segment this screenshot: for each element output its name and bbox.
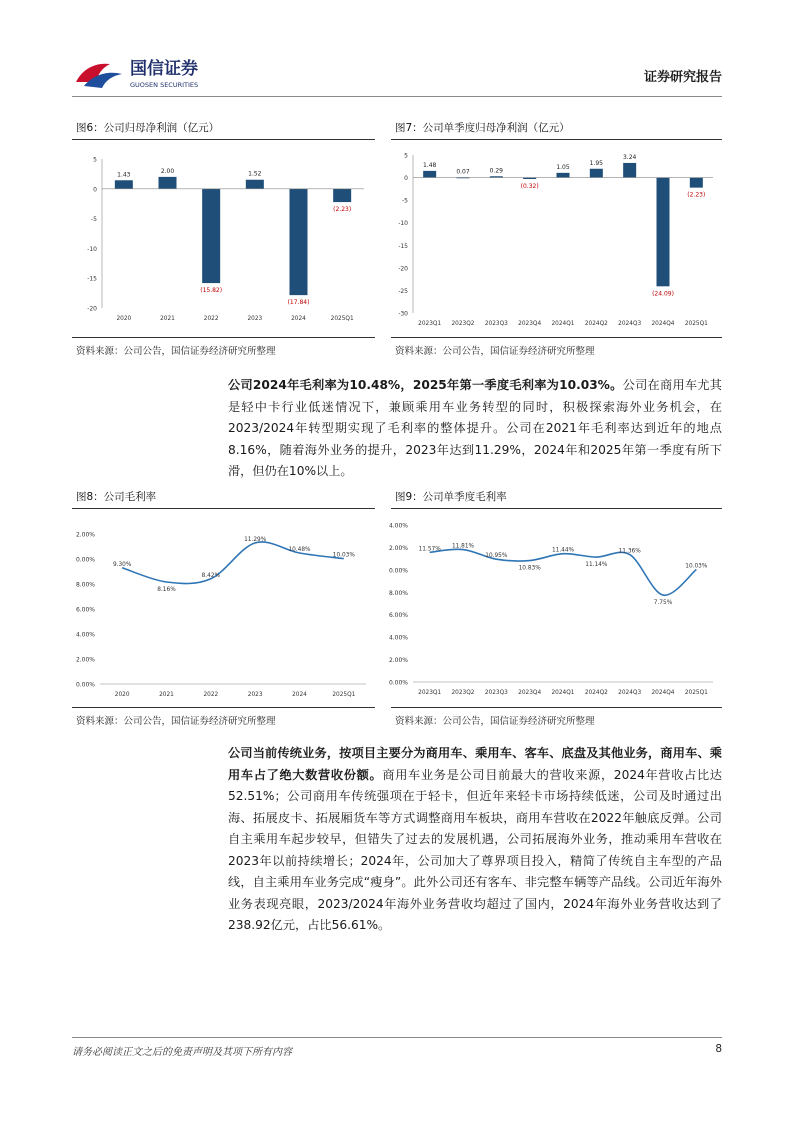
page-header: [72, 52, 722, 94]
fig6-xtick: 2020: [116, 316, 132, 322]
fig6-bar: [159, 177, 177, 189]
fig8-bottom-rule: [72, 707, 375, 708]
fig7-rule: [391, 139, 722, 140]
fig7-ytick: -15: [398, 242, 408, 250]
fig7-bar: [690, 178, 703, 188]
paragraph-business-segments: [228, 743, 722, 937]
fig7-xtick: 2024Q2: [584, 321, 608, 327]
fig7-xtick: 2023Q4: [518, 321, 542, 327]
fig8-series-line: [122, 542, 344, 584]
fig9-ytick: 2.00%: [388, 544, 408, 552]
fig9-bottom-rule: [391, 707, 722, 708]
fig9-data-label: 10.03%: [685, 563, 708, 570]
fig6-bar: [246, 180, 264, 189]
fig9-xtick: 2024Q2: [584, 690, 608, 696]
fig7-bar: [590, 169, 603, 178]
fig6-data-label: (15.82): [200, 287, 223, 295]
fig6-data-label: (2.23): [333, 206, 352, 214]
fig7-ytick: 0: [404, 175, 408, 183]
fig7-ytick: -30: [398, 310, 408, 318]
fig6-bar: [115, 180, 133, 189]
fig8-ytick: 2.00%: [75, 656, 95, 664]
paragraph-gross-margin: [228, 375, 722, 483]
fig7-ytick: -20: [398, 265, 408, 273]
fig6-data-label: 1.52: [248, 170, 262, 178]
fig8-xtick: 2025Q1: [332, 692, 356, 698]
footer-divider: [72, 1037, 722, 1038]
fig6-data-label: (17.84): [287, 299, 310, 307]
fig8-data-label: 8.42%: [201, 572, 221, 579]
fig7-data-label: 1.05: [556, 163, 570, 171]
fig9-chart: [388, 515, 722, 702]
fig6-ytick: -15: [87, 275, 97, 283]
fig6-source: 资料来源：公司公告，国信证券经济研究所整理: [76, 346, 276, 357]
fig9-ytick: 0.00%: [388, 679, 408, 687]
fig8-xtick: 2023: [247, 692, 263, 698]
fig7-source: 资料来源：公司公告，国信证券经济研究所整理: [395, 346, 595, 357]
fig8-chart: [72, 520, 375, 700]
fig7-xtick: 2023Q1: [418, 321, 442, 327]
fig6-bar: [290, 189, 308, 295]
fig8-data-label: 11.29%: [244, 536, 267, 543]
report-type: 证券研究报告: [643, 70, 722, 85]
fig6-rule: [72, 139, 375, 140]
fig9-xtick: 2023Q2: [451, 690, 475, 696]
fig6-ytick: -5: [91, 216, 97, 224]
fig8-xtick: 2024: [292, 692, 307, 698]
fig8-ytick: 4.00%: [75, 631, 95, 639]
fig8-data-label: 9.30%: [112, 561, 132, 568]
paragraph-business-segments-lead: 公司当前传统业务，按项目主要分为商用车、乘用车、客车、底盘及其他业务，商用车、乘用车占了绝大数营收份额。: [228, 746, 722, 782]
fig6-bar: [202, 189, 220, 283]
fig7-xtick: 2025Q1: [684, 321, 708, 327]
fig9-data-label: 11.14%: [585, 562, 608, 569]
fig7-xtick: 2023Q2: [451, 321, 475, 327]
fig7-data-label: 0.29: [489, 167, 504, 175]
fig6-ytick: 0: [93, 186, 97, 194]
footer-disclaimer: 请务必阅读正文之后的免责声明及其项下所有内容: [72, 1047, 292, 1058]
fig7-bar: [657, 178, 670, 287]
paragraph-gross-margin-lead: 公司2024年毛利率为10.48%，2025年第一季度毛利率为10.03%。: [228, 378, 623, 392]
fig8-data-label: 8.16%: [157, 587, 176, 593]
fig7-chart: [391, 145, 722, 330]
fig7-ytick: 5: [404, 152, 408, 160]
fig8-title: 图8：公司毛利率: [76, 491, 157, 503]
fig9-source: 资料来源：公司公告，国信证券经济研究所整理: [395, 716, 595, 727]
fig7-bar: [423, 171, 436, 178]
fig9-data-label: 10.95%: [485, 553, 508, 560]
fig7-data-label: (24.09): [652, 290, 674, 298]
fig7-xtick: 2024Q4: [651, 321, 675, 327]
fig9-data-label: 11.44%: [551, 547, 575, 554]
fig9-xtick: 2024Q4: [651, 690, 675, 696]
fig9-data-label: 7.75%: [653, 600, 673, 607]
fig6-ytick: -20: [87, 305, 97, 313]
fig9-ytick: 2.00%: [388, 657, 408, 665]
fig9-title: 图9：公司单季度毛利率: [395, 491, 507, 503]
fig9-data-label: 11.57%: [418, 546, 441, 553]
fig7-xtick: 2024Q3: [618, 321, 642, 327]
fig6-data-label: 1.43: [117, 171, 131, 179]
fig7-data-label: 3.24: [622, 153, 637, 161]
fig9-data-label: 11.36%: [618, 548, 641, 555]
fig9-xtick: 2023Q4: [518, 690, 542, 696]
fig9-xtick: 2025Q1: [684, 690, 708, 696]
fig9-ytick: 4.00%: [388, 634, 408, 642]
fig6-chart: [72, 145, 375, 325]
fig9-ytick: 8.00%: [388, 589, 408, 597]
logo-cn-text: 国信证券: [130, 59, 198, 79]
fig7-data-label: 0.07: [456, 168, 470, 176]
fig7-data-label: 1.48: [422, 161, 437, 169]
fig9-ytick: 6.00%: [388, 612, 408, 620]
fig7-ytick: -5: [402, 197, 408, 205]
header-divider: [72, 96, 722, 97]
fig6-data-label: 2.00: [160, 167, 175, 175]
fig6-title: 图6：公司归母净利润（亿元）: [76, 122, 220, 134]
fig6-ytick: 5: [93, 156, 97, 164]
fig6-xtick: 2022: [203, 316, 219, 322]
paragraph-business-segments-body: 商用车业务是公司目前最大的营收来源，2024年营收占比达52.51%；公司商用车传统强项在于轻卡，但近年来轻卡市场持续低迷，公司及时通过出海、拓展皮卡、拓展厢货车等方式调整商用车板块，商用车营收在2022年触底反弹。公司自主乘用车起步较早，但错失了过去的发展机遇，公司拓展海外业务，推动乘用车营收在2023年以前持续增长；2024年，公司加大了尊界项目投入，精简了传统自主车型的产品线，自主乘用车业务完成“瘦身”。此外公司还有客车、非完整车辆等产品线。公司近年海外业务表现亮眼，2023/2024年海外业务营收均超过了国内，2024年海外业务营收达到了238.92亿元，占比56.61%。: [228, 767, 722, 932]
fig9-data-label: 10.83%: [518, 565, 541, 572]
fig7-data-label: 1.95: [589, 159, 604, 167]
fig6-xtick: 2025Q1: [330, 316, 354, 322]
fig6-bottom-rule: [72, 337, 375, 338]
fig6-ytick: -10: [87, 245, 97, 253]
fig7-data-label: (2.23): [687, 191, 706, 199]
fig9-rule: [391, 508, 722, 509]
fig6-xtick: 2024: [291, 316, 306, 322]
fig8-ytick: 8.00%: [75, 581, 95, 589]
fig9-series-line: [430, 549, 697, 595]
page-number: 8: [715, 1043, 722, 1055]
fig9-xtick: 2023Q3: [484, 690, 508, 696]
fig7-bar: [557, 173, 570, 178]
fig6-xtick: 2023: [247, 316, 263, 322]
fig7-data-label: (0.32): [520, 183, 539, 191]
fig7-bottom-rule: [391, 337, 722, 338]
fig7-xtick: 2024Q1: [551, 321, 575, 327]
fig6-xtick: 2021: [160, 316, 175, 322]
fig7-xtick: 2023Q3: [484, 321, 508, 327]
logo-en-text: GUOSEN SECURITIES: [130, 81, 199, 89]
fig9-xtick: 2023Q1: [418, 690, 442, 696]
fig9-xtick: 2024Q3: [618, 690, 642, 696]
fig6-bar: [333, 189, 351, 202]
fig9-data-label: 11.81%: [451, 543, 475, 550]
fig8-rule: [72, 508, 375, 509]
paragraph-gross-margin-body: 公司在商用车尤其是轻中卡行业低迷情况下，兼顾乘用车业务转型的同时，积极探索海外业务机会，在2023/2024年转型期实现了毛利率的整体提升。公司在2021年毛利率达到近年的地点8.16%，随着海外业务的提升，2023年达到11.29%，2024年和2025年第一季度有所下滑，但仍在10%以上。: [228, 378, 722, 478]
fig8-xtick: 2020: [114, 692, 130, 698]
fig7-bar: [623, 163, 636, 178]
fig8-xtick: 2022: [203, 692, 219, 698]
fig9-ytick: 0.00%: [388, 567, 408, 575]
fig7-ytick: -10: [398, 220, 408, 228]
fig9-xtick: 2024Q1: [551, 690, 575, 696]
fig8-xtick: 2021: [159, 692, 174, 698]
fig8-ytick: 0.00%: [75, 556, 95, 564]
fig8-source: 资料来源：公司公告，国信证券经济研究所整理: [76, 716, 276, 727]
fig8-data-label: 10.48%: [288, 547, 311, 553]
fig7-title: 图7：公司单季度归母净利润（亿元）: [395, 122, 570, 134]
fig8-ytick: 2.00%: [75, 531, 95, 539]
fig9-ytick: 4.00%: [388, 522, 408, 530]
fig8-ytick: 6.00%: [75, 606, 95, 614]
fig7-ytick: -25: [398, 287, 408, 295]
guosen-logo: [72, 52, 232, 92]
fig8-ytick: 0.00%: [75, 681, 95, 689]
fig8-data-label: 10.03%: [332, 552, 355, 559]
